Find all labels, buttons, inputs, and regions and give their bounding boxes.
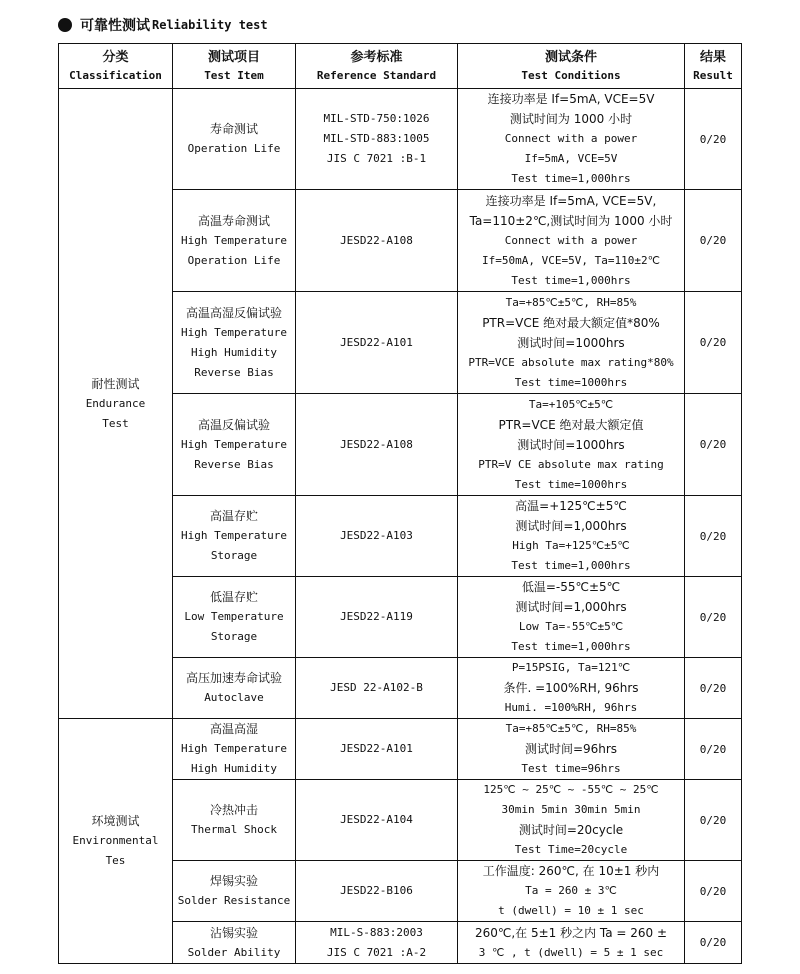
classification-cell-line: Environmental	[72, 834, 159, 847]
conditions-cell-line: 测试时间=20cycle	[518, 823, 624, 837]
conditions-cell-line: Test time=1,000hrs	[511, 172, 631, 185]
header-classification: 分类 Classification	[59, 44, 173, 89]
conditions-cell	[458, 190, 685, 292]
test-item-cell-line: Operation Life	[187, 253, 281, 267]
standard-cell-line: JESD22-A103	[340, 529, 413, 542]
test-item-cell-line: Solder Ability	[187, 945, 281, 959]
test-item-cell-line: 高压加速寿命试验	[185, 671, 282, 685]
test-item-cell-line: High Humidity	[190, 762, 278, 775]
conditions-cell-line: Test time=1,000hrs	[511, 273, 631, 287]
standard-cell-line: JESD22-A104	[340, 813, 413, 826]
conditions-cell-line: 测试时间=1,000hrs	[515, 519, 627, 533]
result-cell: 0/20	[685, 190, 742, 292]
classification-cell-line: 环境测试	[91, 814, 140, 828]
conditions-cell-line: 30min 5min 30min 5min	[501, 803, 641, 816]
conditions-cell-line: t (dwell) = 10 ± 1 sec	[498, 904, 644, 917]
test-item-cell-line: High Temperature	[181, 437, 287, 451]
test-item-cell	[173, 394, 296, 496]
test-item-cell	[173, 780, 296, 861]
section-title-cn: 可靠性测试	[80, 18, 150, 34]
standard-cell	[296, 292, 458, 394]
test-item-cell	[173, 719, 296, 780]
standard-cell-line: JESD 22-A102-B	[330, 681, 423, 694]
conditions-cell	[458, 292, 685, 394]
test-item-cell-line: High Temperature	[181, 529, 287, 542]
test-item-cell-line: 高温存贮	[209, 509, 258, 523]
conditions-cell-line: Ta=110±2℃,测试时间为 1000 小时	[469, 213, 673, 228]
conditions-cell-line: P=15PSIG, Ta=121℃	[511, 661, 631, 674]
test-item-cell-line: High Humidity	[190, 345, 278, 359]
conditions-cell-line: 连接功率是 If=5mA, VCE=5V,	[485, 193, 657, 208]
result-cell: 0/20	[685, 861, 742, 922]
standard-cell	[296, 658, 458, 719]
standard-cell	[296, 394, 458, 496]
result-cell: 0/20	[685, 658, 742, 719]
conditions-cell-line: 测试时间=1000hrs	[517, 335, 625, 350]
conditions-cell-line: 测试时间=1,000hrs	[515, 600, 627, 614]
test-item-cell-line: 沾锡实验	[209, 925, 258, 940]
conditions-cell-line: Test time=1000hrs	[514, 477, 628, 491]
test-item-cell-line: 寿命测试	[209, 122, 258, 136]
classification-cell-line: Tes	[105, 854, 126, 867]
test-item-cell	[173, 496, 296, 577]
standard-cell-line: JESD22-A101	[340, 335, 413, 349]
result-cell: 0/20	[685, 577, 742, 658]
test-item-cell-line: Storage	[210, 630, 258, 643]
conditions-cell	[458, 780, 685, 861]
conditions-cell-line: Connect with a power	[504, 132, 638, 145]
header-row	[59, 44, 742, 89]
conditions-cell-line: Ta=+85℃±5℃, RH=85%	[505, 295, 637, 309]
conditions-cell-line: Test time=1,000hrs	[511, 640, 631, 653]
standard-cell-line: MIL-STD-750:1026	[323, 112, 430, 125]
standard-cell	[296, 719, 458, 780]
header-test-item: 测试项目 Test Item	[173, 44, 296, 89]
standard-cell-line: MIL-S-883:2003	[330, 925, 423, 939]
conditions-cell-line: 3 ℃ , t (dwell) = 5 ± 1 sec	[478, 945, 664, 959]
test-item-cell-line: High Temperature	[181, 742, 287, 755]
classification-cell	[59, 719, 173, 964]
standard-cell	[296, 89, 458, 190]
reliability-table	[58, 43, 742, 964]
conditions-cell	[458, 496, 685, 577]
section-title-en: Reliability test	[152, 18, 268, 32]
standard-cell-line: JESD22-A101	[340, 742, 413, 755]
conditions-cell-line: Test time=1000hrs	[514, 375, 628, 389]
test-item-cell-line: Reverse Bias	[194, 365, 274, 379]
test-item-cell	[173, 577, 296, 658]
classification-cell-line: Endurance	[85, 396, 146, 410]
conditions-cell-line: 工作温度: 260℃, 在 10±1 秒内	[482, 864, 660, 878]
conditions-cell	[458, 719, 685, 780]
conditions-cell-line: PTR=V CE absolute max rating	[478, 457, 664, 471]
test-item-cell-line: 焊锡实验	[209, 874, 258, 888]
test-item-cell-line: High Temperature	[181, 233, 287, 247]
test-item-cell-line: Thermal Shock	[190, 823, 278, 836]
test-item-cell-line: Reverse Bias	[194, 457, 274, 471]
section-title	[58, 14, 268, 36]
standard-cell-line: JESD22-A119	[340, 610, 413, 623]
test-item-cell-line: 高温高湿反偏试验	[185, 305, 282, 320]
header-result: 结果 Result	[685, 44, 742, 89]
conditions-cell-line: 连接功率是 If=5mA, VCE=5V	[487, 92, 655, 106]
conditions-cell-line: 高温=+125℃±5℃	[515, 499, 627, 513]
table-row	[59, 719, 742, 780]
test-item-cell	[173, 922, 296, 964]
conditions-cell-line: Ta=+105℃±5℃	[528, 397, 614, 411]
standard-cell-line: JIS C 7021 :B-1	[326, 152, 427, 165]
conditions-cell-line: Test Time=20cycle	[514, 843, 628, 856]
conditions-cell-line: High Ta=+125℃±5℃	[512, 539, 630, 552]
classification-cell	[59, 89, 173, 719]
standard-cell	[296, 922, 458, 964]
bullet-icon	[58, 18, 72, 32]
test-item-cell-line: Storage	[210, 549, 258, 562]
table-row	[59, 89, 742, 190]
standard-cell	[296, 496, 458, 577]
result-cell: 0/20	[685, 394, 742, 496]
conditions-cell-line: Humi. =100%RH, 96hrs	[504, 701, 638, 714]
conditions-cell	[458, 922, 685, 964]
conditions-cell-line: If=50mA, VCE=5V, Ta=110±2℃	[482, 253, 660, 267]
conditions-cell	[458, 658, 685, 719]
test-item-cell	[173, 658, 296, 719]
conditions-cell-line: Ta=+85℃±5℃, RH=85%	[505, 722, 637, 735]
test-item-cell-line: 低温存贮	[209, 590, 258, 604]
test-item-cell	[173, 861, 296, 922]
standard-cell-line: JIS C 7021 :A-2	[326, 945, 427, 959]
conditions-cell-line: PTR=VCE absolute max rating*80%	[468, 355, 674, 369]
conditions-cell-line: 260℃,在 5±1 秒之内 Ta = 260 ±	[474, 925, 668, 940]
conditions-cell-line: 低温=-55℃±5℃	[521, 580, 621, 594]
classification-cell-line: 耐性测试	[91, 376, 140, 391]
classification-cell-line: Test	[102, 416, 129, 430]
conditions-cell-line: Test time=96hrs	[521, 762, 621, 775]
standard-cell	[296, 780, 458, 861]
conditions-cell	[458, 394, 685, 496]
test-item-cell-line: Low Temperature	[184, 610, 284, 623]
test-item-cell-line: 高温反偏试验	[197, 417, 270, 432]
conditions-cell-line: If=5mA, VCE=5V	[524, 152, 618, 165]
standard-cell	[296, 861, 458, 922]
test-item-cell-line: Solder Resistance	[177, 894, 291, 907]
conditions-cell-line: 条件. =100%RH, 96hrs	[503, 681, 639, 695]
result-cell: 0/20	[685, 292, 742, 394]
test-item-cell-line: 高温寿命测试	[197, 213, 270, 228]
conditions-cell-line: Ta = 260 ± 3℃	[525, 884, 617, 897]
standard-cell-line: JESD22-B106	[340, 884, 413, 897]
standard-cell	[296, 190, 458, 292]
standard-cell-line: JESD22-A108	[340, 233, 413, 247]
conditions-cell-line: 测试时间=1000hrs	[517, 437, 625, 452]
conditions-cell-line: 测试时间=96hrs	[524, 742, 618, 756]
conditions-cell	[458, 89, 685, 190]
conditions-cell	[458, 577, 685, 658]
result-cell: 0/20	[685, 719, 742, 780]
test-item-cell	[173, 89, 296, 190]
result-cell: 0/20	[685, 496, 742, 577]
test-item-cell	[173, 190, 296, 292]
result-cell: 0/20	[685, 89, 742, 190]
header-reference-standard: 参考标准 Reference Standard	[296, 44, 458, 89]
header-test-conditions: 测试条件 Test Conditions	[458, 44, 685, 89]
test-item-cell-line: Operation Life	[187, 142, 281, 155]
conditions-cell-line: Connect with a power	[504, 233, 638, 247]
test-item-cell-line: High Temperature	[181, 325, 287, 339]
conditions-cell-line: PTR=VCE 绝对最大额定值*80%	[482, 315, 660, 330]
standard-cell	[296, 577, 458, 658]
conditions-cell-line: Test time=1,000hrs	[511, 559, 631, 572]
test-item-cell-line: Autoclave	[204, 691, 264, 704]
standard-cell-line: JESD22-A108	[340, 437, 413, 451]
result-cell: 0/20	[685, 780, 742, 861]
conditions-cell-line: 125℃ ~ 25℃ ~ -55℃ ~ 25℃	[483, 783, 659, 796]
test-item-cell	[173, 292, 296, 394]
test-item-cell-line: 冷热冲击	[209, 803, 258, 817]
result-cell: 0/20	[685, 922, 742, 964]
conditions-cell	[458, 861, 685, 922]
test-item-cell-line: 高温高湿	[209, 722, 258, 736]
standard-cell-line: MIL-STD-883:1005	[323, 132, 430, 145]
conditions-cell-line: 测试时间为 1000 小时	[509, 112, 633, 126]
conditions-cell-line: PTR=VCE 绝对最大额定值	[498, 417, 644, 432]
conditions-cell-line: Low Ta=-55℃±5℃	[518, 620, 624, 633]
